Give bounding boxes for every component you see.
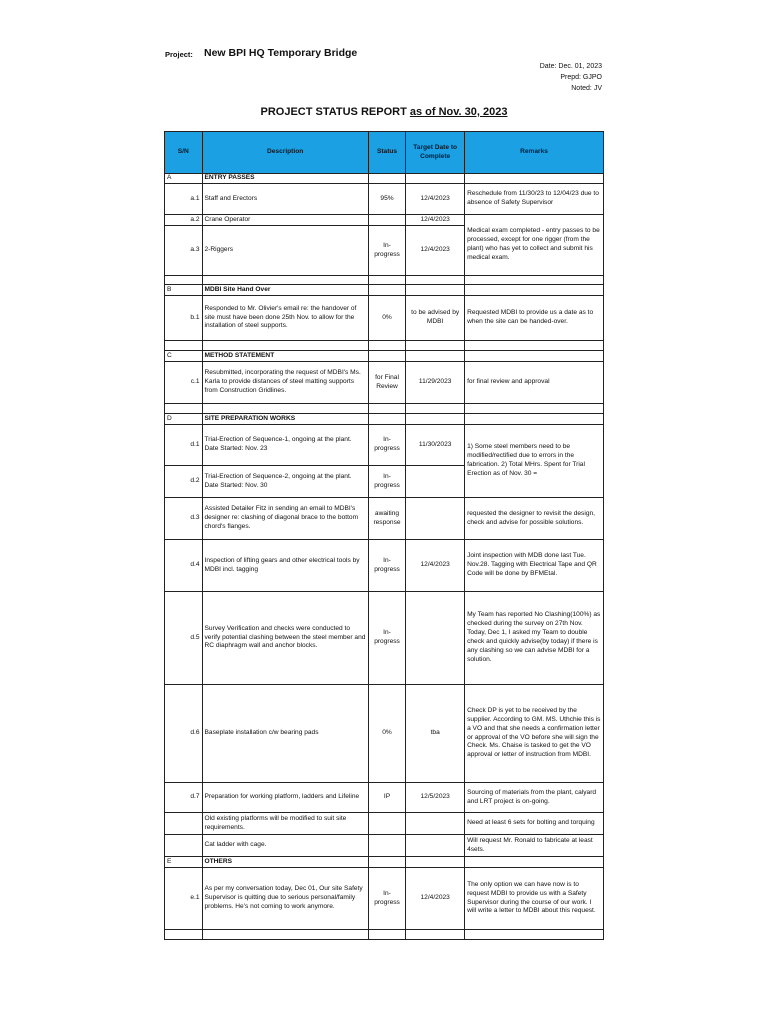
empty-cell (465, 414, 604, 425)
empty-cell (465, 341, 604, 351)
row-description: As per my conversation today, Dec 01, Our site Safety Supervisor is quitting due to serious personal/family problems. He's not coming to work anymore. (202, 868, 368, 930)
row-sn: d.1 (165, 425, 203, 466)
row-remarks: Will request Mr. Ronald to fabricate at least 4sets. (465, 835, 604, 857)
empty-cell (368, 285, 406, 296)
row-target-date: 11/29/2023 (406, 362, 465, 404)
row-target-date: 12/5/2023 (406, 783, 465, 813)
table-row (165, 215, 604, 226)
row-remarks: 1) Some steel members need to be modified/rectified due to errors in the fabrication. 2) Total MHrs. Spent for Trial Erection as of Nov. 30 = (465, 425, 604, 498)
row-remarks: My Team has reported No Clashing(100%) as checked during the survey on 27th Nov. Today, Dec 1, I asked my Team to double check and quickly advise(by today) if there is any clashing so we can advise MDBI for a solution. (465, 592, 604, 685)
header-sn: S/N (165, 132, 203, 174)
header-description: Description (202, 132, 368, 174)
report-title-main: PROJECT STATUS REPORT (260, 106, 407, 118)
empty-cell (465, 404, 604, 414)
report-title-date: as of Nov. 30, 2023 (409, 106, 508, 118)
row-sn: c.1 (165, 362, 203, 404)
section-letter: D (165, 414, 203, 425)
section-title: METHOD STATEMENT (202, 351, 368, 362)
table-row (165, 362, 604, 404)
empty-cell (465, 351, 604, 362)
row-sn: e.1 (165, 868, 203, 930)
row-status (368, 215, 406, 226)
row-target-date: 12/4/2023 (406, 184, 465, 215)
row-description: Cat ladder with cage. (202, 835, 368, 857)
empty-cell (368, 813, 406, 835)
row-status: 95% (368, 184, 406, 215)
section-row-a (165, 174, 604, 184)
row-description: Staff and Erectors (202, 184, 368, 215)
empty-cell (406, 404, 465, 414)
row-status: In-progress (368, 466, 406, 498)
row-description: Inspection of lifting gears and other electrical tools by MDBI incl. tagging (202, 540, 368, 592)
empty-cell (368, 404, 406, 414)
empty-cell (465, 285, 604, 296)
row-sn: d.4 (165, 540, 203, 592)
empty-cell (165, 341, 203, 351)
row-sn: a.2 (165, 215, 203, 226)
empty-cell (368, 414, 406, 425)
spacer-row (165, 404, 604, 414)
row-target-date: 11/30/2023 (406, 425, 465, 466)
section-title: MDBI Site Hand Over (202, 285, 368, 296)
section-letter: B (165, 285, 203, 296)
empty-cell (406, 857, 465, 868)
empty-cell (465, 857, 604, 868)
empty-cell (202, 341, 368, 351)
table-row (165, 540, 604, 592)
section-row-c (165, 351, 604, 362)
row-description: Assisted Detailer Fitz in sending an email to MDBI's designer re: clashing of diagonal brace to the bottom chord's flanges. (202, 498, 368, 540)
table-row (165, 783, 604, 813)
row-remarks: Requested MDBI to provide us a date as to when the site can be handed-over. (465, 296, 604, 341)
table-row (165, 835, 604, 857)
row-target-date: 12/4/2023 (406, 540, 465, 592)
section-title: ENTRY PASSES (202, 174, 368, 184)
section-title: OTHERS (202, 857, 368, 868)
empty-cell (406, 835, 465, 857)
row-status: In-progress (368, 226, 406, 276)
row-remarks: Joint inspection with MDB done last Tue. Nov.28. Tagging with Electrical Tape and QR Code will be done by BFMEtal. (465, 540, 604, 592)
empty-cell (406, 341, 465, 351)
empty-cell (368, 341, 406, 351)
table-row (165, 813, 604, 835)
table-row (165, 184, 604, 215)
empty-cell (406, 813, 465, 835)
row-remarks: requested the designer to revisit the design, check and advise for possible solutions. (465, 498, 604, 540)
table-header-row (165, 132, 604, 174)
section-title: SITE PREPARATION WORKS (202, 414, 368, 425)
table-row (165, 592, 604, 685)
row-target-date (406, 498, 465, 540)
row-status: for Final Review (368, 362, 406, 404)
row-description: Responded to Mr. Olivier's email re: the handover of site must have been done 25th Nov. to allow for the installation of steel supports. (202, 296, 368, 341)
row-sn: d.2 (165, 466, 203, 498)
row-description: Trial-Erection of Sequence-2, ongoing at the plant. Date Started: Nov. 30 (202, 466, 368, 498)
row-sn: d.6 (165, 685, 203, 783)
empty-cell (202, 930, 368, 940)
table-row (165, 425, 604, 466)
empty-cell (406, 276, 465, 285)
section-letter: A (165, 174, 203, 184)
header-remarks: Remarks (465, 132, 604, 174)
row-description: Preparation for working platform, ladders and Lifeline (202, 783, 368, 813)
empty-cell (465, 276, 604, 285)
row-target-date: tba (406, 685, 465, 783)
row-target-date: to be advised by MDBI (406, 296, 465, 341)
row-status: In-progress (368, 425, 406, 466)
noted-by: Noted: JV (571, 85, 602, 92)
empty-cell (165, 404, 203, 414)
row-description: Crane Operator (202, 215, 368, 226)
section-row-e (165, 857, 604, 868)
empty-cell (406, 174, 465, 184)
row-description: Resubmitted, incorporating the request of MDBI's Ms. Karla to provide distances of steel matting supports from Construction Gridlines. (202, 362, 368, 404)
empty-cell (406, 285, 465, 296)
empty-cell (202, 404, 368, 414)
row-remarks: Reschedule from 11/30/23 to 12/04/23 due to absence of Safety Supervisor (465, 184, 604, 215)
project-label: Project: (165, 50, 193, 59)
empty-cell (406, 351, 465, 362)
row-target-date (406, 466, 465, 498)
row-description: Trial-Erection of Sequence-1, ongoing at the plant. Date Started: Nov. 23 (202, 425, 368, 466)
row-description: 2-Riggers (202, 226, 368, 276)
section-letter: E (165, 857, 203, 868)
row-sn: a.3 (165, 226, 203, 276)
status-table (164, 131, 604, 940)
spacer-row (165, 341, 604, 351)
table-row (165, 296, 604, 341)
row-target-date (406, 592, 465, 685)
row-sn: d.5 (165, 592, 203, 685)
row-remarks: Need at least 6 sets for bolting and torquing (465, 813, 604, 835)
row-target-date: 12/4/2023 (406, 215, 465, 226)
empty-cell (165, 813, 203, 835)
empty-cell (465, 930, 604, 940)
spacer-row (165, 276, 604, 285)
empty-cell (406, 930, 465, 940)
row-status: 0% (368, 685, 406, 783)
prepared-by: Prepd: GJPO (560, 74, 602, 81)
section-row-d (165, 414, 604, 425)
row-description: Old existing platforms will be modified to suit site requirements. (202, 813, 368, 835)
row-status: awaiting response (368, 498, 406, 540)
row-status: In-progress (368, 592, 406, 685)
table-row (165, 868, 604, 930)
row-status: IP (368, 783, 406, 813)
empty-cell (465, 174, 604, 184)
empty-cell (406, 414, 465, 425)
row-sn: d.3 (165, 498, 203, 540)
empty-cell (165, 930, 203, 940)
empty-cell (165, 835, 203, 857)
empty-cell (368, 276, 406, 285)
report-title (0, 106, 768, 118)
empty-cell (202, 276, 368, 285)
row-remarks: Medical exam completed - entry passes to be processed, except for one rigger (from the plant) who has yet to collect and submit his medical exam. (465, 215, 604, 276)
row-remarks: Sourcing of materials from the plant, calyard and LRT project is on-going. (465, 783, 604, 813)
row-target-date: 12/4/2023 (406, 868, 465, 930)
empty-cell (165, 276, 203, 285)
project-name: New BPI HQ Temporary Bridge (204, 47, 358, 59)
row-status: In-progress (368, 868, 406, 930)
row-remarks: The only option we can have now is to request MDBI to provide us with a Safety Supervisor during the course of our work. I will write a letter to MDBI about this request. (465, 868, 604, 930)
row-status: In-progress (368, 540, 406, 592)
row-sn: b.1 (165, 296, 203, 341)
table-row (165, 498, 604, 540)
empty-cell (368, 835, 406, 857)
empty-cell (368, 930, 406, 940)
spacer-row (165, 930, 604, 940)
empty-cell (368, 351, 406, 362)
row-remarks: Check DP is yet to be received by the supplier. According to GM. MS. Uthchie this is a VO and that she needs a confirmation letter or approval of the VO before she will sign the Check. Ms. Chaise is tasked to get the VO approval or letter of instruction from MDBI. (465, 685, 604, 783)
row-description: Survey Verification and checks were conducted to verify potential clashing between the steel member and RC diaphragm wall and anchor blocks. (202, 592, 368, 685)
row-target-date: 12/4/2023 (406, 226, 465, 276)
row-sn: a.1 (165, 184, 203, 215)
empty-cell (368, 174, 406, 184)
header-target-date: Target Date to Complete (406, 132, 465, 174)
section-letter: C (165, 351, 203, 362)
report-date: Date: Dec. 01, 2023 (539, 63, 602, 70)
row-sn: d.7 (165, 783, 203, 813)
row-remarks: for final review and approval (465, 362, 604, 404)
row-description: Baseplate installation c/w bearing pads (202, 685, 368, 783)
empty-cell (368, 857, 406, 868)
table-row (165, 685, 604, 783)
section-row-b (165, 285, 604, 296)
row-status: 0% (368, 296, 406, 341)
header-status: Status (368, 132, 406, 174)
